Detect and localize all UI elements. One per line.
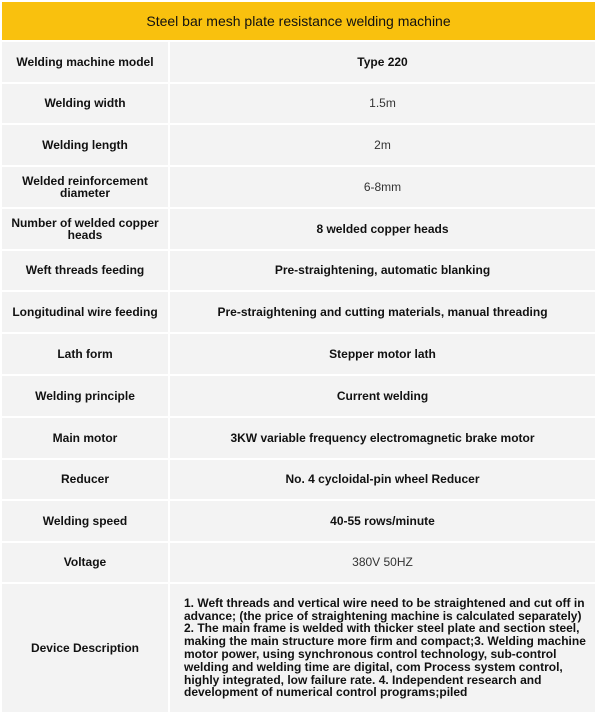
row-value: 2m bbox=[170, 125, 595, 165]
table-row bbox=[2, 376, 597, 416]
row-value: 380V 50HZ bbox=[170, 543, 595, 582]
table-row bbox=[2, 292, 597, 332]
table-row bbox=[2, 334, 597, 374]
row-value: 1.5m bbox=[170, 84, 595, 123]
row-value: 6-8mm bbox=[170, 167, 595, 207]
row-label: Welding machine model bbox=[2, 42, 168, 82]
table-row bbox=[2, 251, 597, 290]
table-row bbox=[2, 42, 597, 82]
row-label: Welding length bbox=[2, 125, 168, 165]
table-row bbox=[2, 418, 597, 458]
row-value: 8 welded copper heads bbox=[170, 209, 595, 249]
table-row bbox=[2, 125, 597, 165]
row-label: Voltage bbox=[2, 543, 168, 582]
table-row bbox=[2, 584, 597, 712]
row-value: Pre-straightening, automatic blanking bbox=[170, 251, 595, 290]
row-value: No. 4 cycloidal-pin wheel Reducer bbox=[170, 460, 595, 499]
row-label: Device Description bbox=[2, 584, 168, 712]
row-value: Pre-straightening and cutting materials, manual threading bbox=[170, 292, 595, 332]
row-value: Stepper motor lath bbox=[170, 334, 595, 374]
row-label: Lath form bbox=[2, 334, 168, 374]
row-value: 40-55 rows/minute bbox=[170, 501, 595, 541]
device-description-text: 1. Weft threads and vertical wire need to be straightened and cut off in advance; (the price of straightening machine is calculated separately) 2. The main frame is welded with thicker steel plate and section steel, making the main structure more firm and compact;3. Welding machine motor power, using synchronous control technology, sub-control welding and welding time are digital, com Process system control, highly integrated, low failure rate. 4. Independent research and development of numerical control programs;piled bbox=[170, 584, 595, 712]
table-row bbox=[2, 84, 597, 123]
table-title: Steel bar mesh plate resistance welding machine bbox=[2, 2, 595, 40]
table-row bbox=[2, 209, 597, 249]
spec-rows bbox=[2, 42, 597, 712]
row-label: Longitudinal wire feeding bbox=[2, 292, 168, 332]
row-value: 3KW variable frequency electromagnetic brake motor bbox=[170, 418, 595, 458]
row-label: Welding principle bbox=[2, 376, 168, 416]
row-label: Welding speed bbox=[2, 501, 168, 541]
row-value: Current welding bbox=[170, 376, 595, 416]
table-row bbox=[2, 167, 597, 207]
row-label: Welding width bbox=[2, 84, 168, 123]
row-label: Weft threads feeding bbox=[2, 251, 168, 290]
table-row bbox=[2, 460, 597, 499]
row-label: Welded reinforcement diameter bbox=[2, 167, 168, 207]
row-label: Main motor bbox=[2, 418, 168, 458]
row-label: Reducer bbox=[2, 460, 168, 499]
table-row bbox=[2, 543, 597, 582]
table-row bbox=[2, 501, 597, 541]
row-value: Type 220 bbox=[170, 42, 595, 82]
row-label: Number of welded copper heads bbox=[2, 209, 168, 249]
